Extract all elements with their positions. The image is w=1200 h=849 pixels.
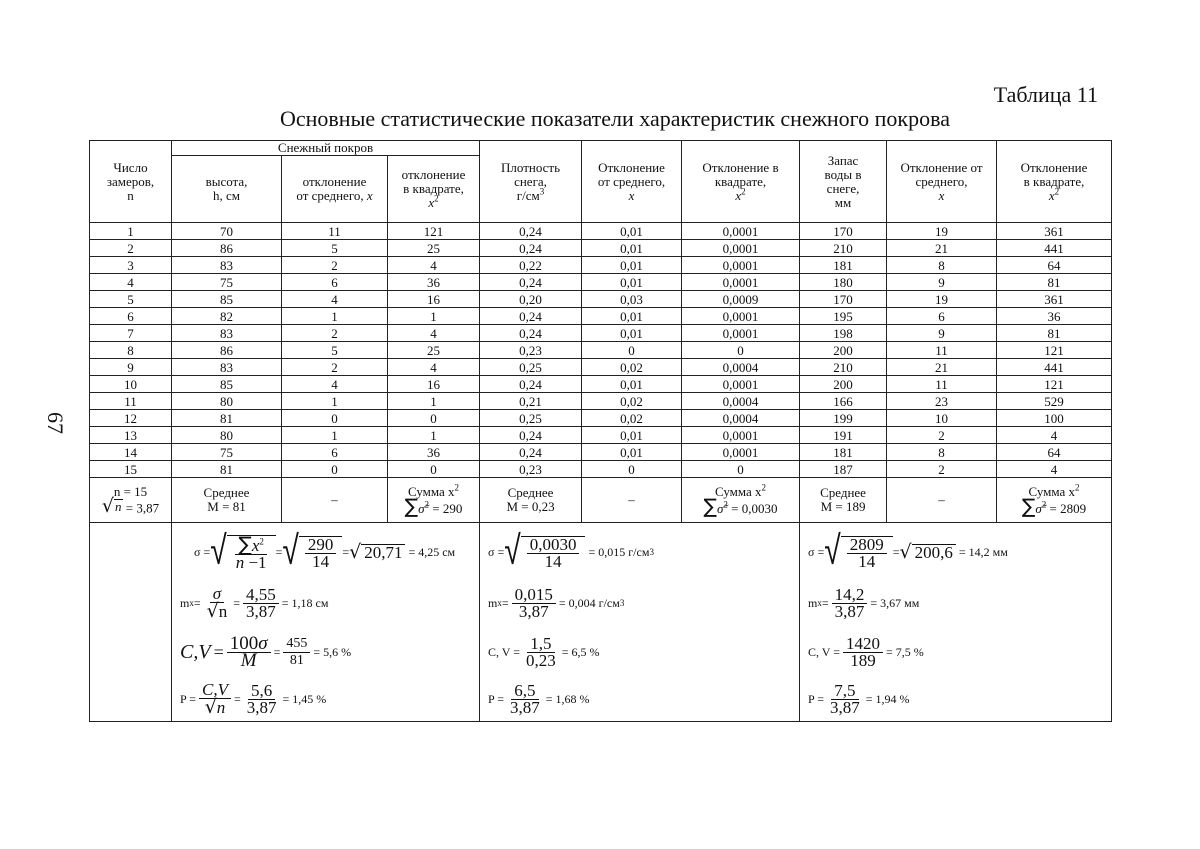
cell-height: 81	[172, 410, 282, 427]
header-height-deviation-squared: отклонение в квадрате, $x^2$	[388, 156, 480, 223]
cell-density-dev: 0,02	[582, 410, 682, 427]
cell-water-dev: 19	[887, 223, 997, 240]
table-row	[90, 342, 1112, 359]
summary-dash: –	[282, 478, 388, 523]
cell-water: 187	[800, 461, 887, 478]
cell-height: 82	[172, 308, 282, 325]
cell-density-dev: 0,01	[582, 240, 682, 257]
cell-height: 83	[172, 359, 282, 376]
header-height-deviation: отклонение от среднего, x	[282, 156, 388, 223]
cell-density: 0,24	[480, 308, 582, 325]
cell-density-dev-sq: 0,0001	[682, 240, 800, 257]
cell-height-dev: 2	[282, 359, 388, 376]
cell-density-dev-sq: 0,0001	[682, 223, 800, 240]
table-row	[90, 257, 1112, 274]
cell-density-dev-sq: 0,0001	[682, 427, 800, 444]
cell-density-dev-sq: 0,0004	[682, 359, 800, 376]
height-formulas	[172, 523, 480, 722]
cell-water-dev-sq: 361	[997, 291, 1112, 308]
cell-height-dev: 2	[282, 257, 388, 274]
cell-water-dev: 8	[887, 444, 997, 461]
page-number: 67	[43, 412, 68, 434]
density-p-formula: P = $\frac{6,5}{3,87}$ = 1,68 %	[488, 680, 590, 717]
cell-water-dev: 11	[887, 376, 997, 393]
cell-n: 13	[90, 427, 172, 444]
summary-dash: –	[887, 478, 997, 523]
table-number: Таблица 11	[993, 82, 1098, 107]
cell-density: 0,24	[480, 427, 582, 444]
cell-density-dev: 0,01	[582, 257, 682, 274]
table-row	[90, 359, 1112, 376]
cell-height-dev-sq: 4	[388, 325, 480, 342]
cell-water: 191	[800, 427, 887, 444]
cell-height: 80	[172, 427, 282, 444]
cell-density-dev-sq: 0,0001	[682, 274, 800, 291]
summary-height-average: Среднее M = 81	[172, 478, 282, 523]
cell-height: 80	[172, 393, 282, 410]
cell-density-dev: 0,02	[582, 359, 682, 376]
cell-density-dev: 0,01	[582, 376, 682, 393]
density-sigma-formula: σ = √ $\frac{0,0030}{14}$ = 0,015 г/см 3	[488, 527, 654, 575]
cell-height: 81	[172, 461, 282, 478]
cell-density-dev-sq: 0,0001	[682, 376, 800, 393]
cell-water-dev-sq: 441	[997, 240, 1112, 257]
cell-height-dev: 1	[282, 427, 388, 444]
cell-water-dev-sq: 529	[997, 393, 1112, 410]
cell-height-dev-sq: 16	[388, 376, 480, 393]
cell-density: 0,24	[480, 240, 582, 257]
cell-density-dev: 0,01	[582, 223, 682, 240]
cell-height: 83	[172, 257, 282, 274]
header-water-deviation-squared: Отклонение в квадрате, $x^2$	[997, 141, 1112, 223]
cell-density-dev-sq: 0,0004	[682, 393, 800, 410]
cell-water-dev-sq: 36	[997, 308, 1112, 325]
cell-n: 15	[90, 461, 172, 478]
cell-height: 86	[172, 342, 282, 359]
summary-density-sum: Сумма $x^2$ ∑σ̃$^2$ = 0,0030	[682, 478, 800, 523]
cell-density: 0,25	[480, 410, 582, 427]
summary-count: n = 15 √ n = 3,87	[90, 478, 172, 523]
summary-density-average: Среднее M = 0,23	[480, 478, 582, 523]
cell-water-dev-sq: 4	[997, 461, 1112, 478]
cell-water-dev-sq: 361	[997, 223, 1112, 240]
water-formulas	[800, 523, 1112, 722]
cell-water: 199	[800, 410, 887, 427]
cell-height-dev-sq: 4	[388, 257, 480, 274]
cell-n: 8	[90, 342, 172, 359]
table-title: Основные статистические показатели характеристик снежного покрова	[279, 106, 950, 131]
cell-water-dev: 11	[887, 342, 997, 359]
cell-density-dev: 0,03	[582, 291, 682, 308]
table-body	[90, 223, 1112, 478]
cell-height-dev: 0	[282, 410, 388, 427]
header-snow-cover: Снежный покров	[172, 141, 480, 156]
summary-height-sum: Сумма $x^2$ ∑σ̃$^2$ = 290	[388, 478, 480, 523]
cell-water-dev-sq: 121	[997, 376, 1112, 393]
cell-height-dev: 6	[282, 444, 388, 461]
cell-height-dev: 2	[282, 325, 388, 342]
density-m-formula: m x = $\frac{0,015}{3,87}$ = 0,004 г/см 3	[488, 584, 625, 621]
cell-height-dev-sq: 0	[388, 461, 480, 478]
cell-water-dev: 8	[887, 257, 997, 274]
cell-water: 166	[800, 393, 887, 410]
cell-water: 195	[800, 308, 887, 325]
cell-water-dev: 19	[887, 291, 997, 308]
cell-water: 198	[800, 325, 887, 342]
cell-height-dev-sq: 121	[388, 223, 480, 240]
cell-height-dev-sq: 1	[388, 393, 480, 410]
table-row	[90, 325, 1112, 342]
cell-height-dev-sq: 16	[388, 291, 480, 308]
cell-density: 0,22	[480, 257, 582, 274]
water-m-formula: m x = $\frac{14,2}{3,87}$ = 3,67 мм	[808, 584, 920, 621]
table-row	[90, 291, 1112, 308]
cell-density-dev: 0,02	[582, 393, 682, 410]
cell-density-dev-sq: 0	[682, 461, 800, 478]
cell-density-dev-sq: 0,0001	[682, 257, 800, 274]
height-cv-formula: C,V = $\frac{100\sigma}{M}$ = $\frac{455}{81}$ = 5,6 %	[180, 632, 352, 671]
cell-density-dev: 0,01	[582, 274, 682, 291]
cell-height-dev-sq: 25	[388, 342, 480, 359]
cell-water-dev-sq: 100	[997, 410, 1112, 427]
header-water-deviation: Отклонение от среднего, x	[887, 141, 997, 223]
cell-height-dev: 1	[282, 393, 388, 410]
height-m-formula: m x = $\frac{\sigma}{√n}$ = $\frac{4,55}{3,87}$ = 1,18 см	[180, 584, 329, 622]
cell-water-dev-sq: 64	[997, 444, 1112, 461]
cell-height-dev: 0	[282, 461, 388, 478]
cell-water-dev: 6	[887, 308, 997, 325]
cell-height-dev-sq: 36	[388, 274, 480, 291]
cell-n: 9	[90, 359, 172, 376]
table-row	[90, 427, 1112, 444]
cell-water-dev: 2	[887, 461, 997, 478]
cell-height-dev: 6	[282, 274, 388, 291]
cell-water-dev: 21	[887, 240, 997, 257]
table-row	[90, 393, 1112, 410]
cell-density-dev: 0,01	[582, 325, 682, 342]
cell-height-dev-sq: 25	[388, 240, 480, 257]
cell-density-dev: 0	[582, 342, 682, 359]
cell-water-dev: 9	[887, 325, 997, 342]
cell-water-dev: 9	[887, 274, 997, 291]
cell-height-dev-sq: 36	[388, 444, 480, 461]
cell-height: 85	[172, 376, 282, 393]
cell-height-dev: 5	[282, 240, 388, 257]
cell-water-dev-sq: 81	[997, 325, 1112, 342]
cell-water-dev: 2	[887, 427, 997, 444]
cell-n: 1	[90, 223, 172, 240]
cell-density-dev-sq: 0,0001	[682, 308, 800, 325]
header-height: высота, h, см	[172, 156, 282, 223]
cell-density-dev: 0,01	[582, 308, 682, 325]
water-p-formula: P = $\frac{7,5}{3,87}$ = 1,94 %	[808, 680, 910, 717]
cell-height-dev: 5	[282, 342, 388, 359]
cell-density: 0,23	[480, 342, 582, 359]
water-sigma-formula: σ = √ $\frac{2809}{14}$ = √ 200,6 = 14,2 мм	[808, 527, 1008, 575]
cell-water-dev-sq: 81	[997, 274, 1112, 291]
cell-n: 7	[90, 325, 172, 342]
cell-water: 210	[800, 240, 887, 257]
cell-height-dev: 4	[282, 376, 388, 393]
cell-density-dev-sq: 0,0001	[682, 444, 800, 461]
cell-water: 200	[800, 376, 887, 393]
cell-water-dev: 21	[887, 359, 997, 376]
cell-density: 0,25	[480, 359, 582, 376]
table-row	[90, 274, 1112, 291]
cell-water: 210	[800, 359, 887, 376]
cell-density-dev: 0,01	[582, 427, 682, 444]
cell-height-dev: 4	[282, 291, 388, 308]
table-row	[90, 410, 1112, 427]
table-row	[90, 308, 1112, 325]
cell-n: 10	[90, 376, 172, 393]
cell-density-dev-sq: 0,0004	[682, 410, 800, 427]
cell-height-dev-sq: 1	[388, 427, 480, 444]
cell-height: 85	[172, 291, 282, 308]
cell-density-dev: 0,01	[582, 444, 682, 461]
cell-water-dev: 23	[887, 393, 997, 410]
cell-density-dev: 0	[582, 461, 682, 478]
cell-water-dev: 10	[887, 410, 997, 427]
cell-water: 200	[800, 342, 887, 359]
table-row	[90, 376, 1112, 393]
cell-density: 0,24	[480, 325, 582, 342]
cell-n: 2	[90, 240, 172, 257]
cell-n: 11	[90, 393, 172, 410]
header-water-reserve: Запас воды в снеге, мм	[800, 141, 887, 223]
header-density-deviation: Отклонение от среднего, x	[582, 141, 682, 223]
snow-statistics-table	[89, 140, 1112, 722]
cell-water: 181	[800, 444, 887, 461]
cell-water: 170	[800, 223, 887, 240]
cell-n: 14	[90, 444, 172, 461]
water-cv-formula: C, V = $\frac{1420}{189}$ = 7,5 %	[808, 633, 924, 670]
cell-height-dev-sq: 4	[388, 359, 480, 376]
header-density-deviation-squared: Отклонение в квадрате, $x^2$	[682, 141, 800, 223]
cell-height: 86	[172, 240, 282, 257]
cell-water: 180	[800, 274, 887, 291]
cell-density-dev-sq: 0,0009	[682, 291, 800, 308]
cell-density: 0,24	[480, 274, 582, 291]
height-p-formula: P = $\frac{C,V}{√n}$ = $\frac{5,6}{3,87}$ = 1,45 %	[180, 680, 327, 718]
cell-height: 75	[172, 274, 282, 291]
cell-density: 0,24	[480, 444, 582, 461]
density-formulas	[480, 523, 800, 722]
cell-n: 4	[90, 274, 172, 291]
table-row	[90, 223, 1112, 240]
cell-height-dev-sq: 1	[388, 308, 480, 325]
cell-n: 6	[90, 308, 172, 325]
formula-empty-cell	[90, 523, 172, 722]
cell-n: 5	[90, 291, 172, 308]
cell-n: 12	[90, 410, 172, 427]
cell-height-dev: 11	[282, 223, 388, 240]
cell-density-dev-sq: 0	[682, 342, 800, 359]
cell-water: 181	[800, 257, 887, 274]
table-row	[90, 461, 1112, 478]
cell-water-dev-sq: 441	[997, 359, 1112, 376]
cell-density: 0,23	[480, 461, 582, 478]
cell-height-dev: 1	[282, 308, 388, 325]
density-cv-formula: C, V = $\frac{1,5}{0,23}$ = 6,5 %	[488, 633, 600, 670]
cell-water-dev-sq: 121	[997, 342, 1112, 359]
height-sigma-formula: σ = √ $\frac{\sum x^2}{n -1}$ = √ $\frac{290}{14}$ = √ 20,71 = 4,25 см	[194, 527, 456, 575]
cell-height: 70	[172, 223, 282, 240]
cell-height-dev-sq: 0	[388, 410, 480, 427]
cell-height: 83	[172, 325, 282, 342]
cell-n: 3	[90, 257, 172, 274]
cell-density: 0,21	[480, 393, 582, 410]
header-count: Число замеров, n	[90, 141, 172, 223]
table-row	[90, 240, 1112, 257]
table-row	[90, 444, 1112, 461]
summary-water-average: Среднее M = 189	[800, 478, 887, 523]
cell-height: 75	[172, 444, 282, 461]
header-density: Плотность снега, $г/см^3$	[480, 141, 582, 223]
cell-water-dev-sq: 64	[997, 257, 1112, 274]
cell-water-dev-sq: 4	[997, 427, 1112, 444]
cell-density: 0,20	[480, 291, 582, 308]
cell-density: 0,24	[480, 376, 582, 393]
summary-water-sum: Сумма $x^2$ ∑σ̃$^2$ = 2809	[997, 478, 1112, 523]
cell-water: 170	[800, 291, 887, 308]
cell-density-dev-sq: 0,0001	[682, 325, 800, 342]
summary-dash: –	[582, 478, 682, 523]
cell-density: 0,24	[480, 223, 582, 240]
